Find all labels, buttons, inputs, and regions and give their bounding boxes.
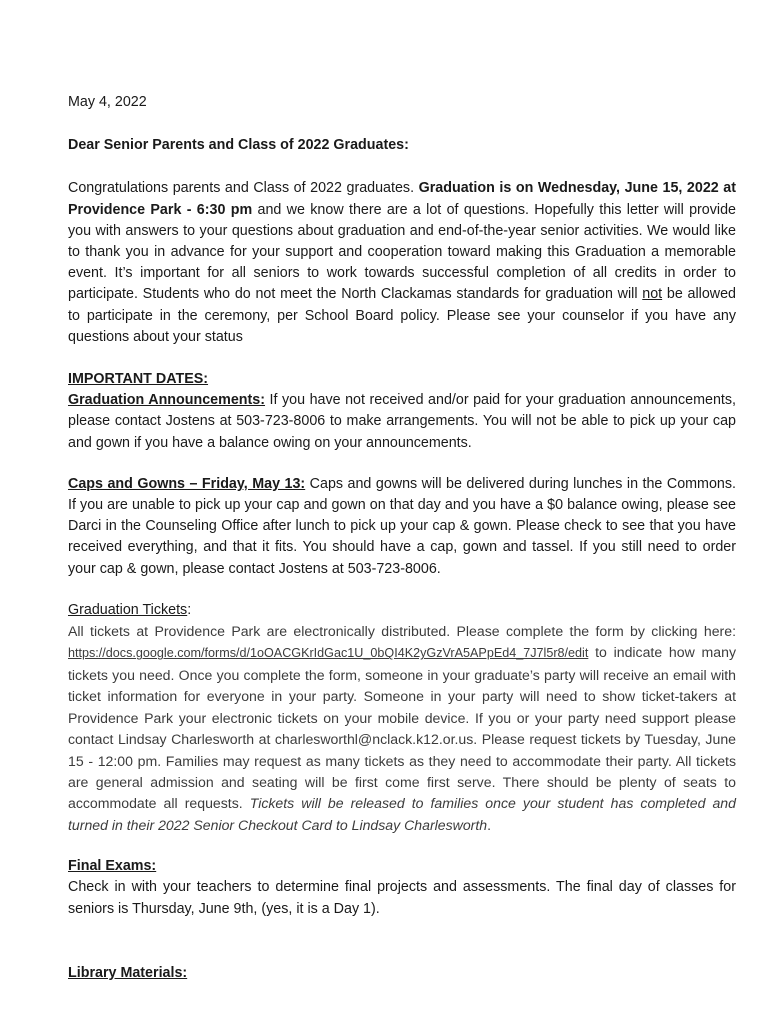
tickets-title: Graduation Tickets xyxy=(68,601,188,618)
caps-gowns-paragraph xyxy=(68,474,736,580)
intro-paragraph xyxy=(68,178,736,348)
letter-date: May 4, 2022 xyxy=(68,94,147,110)
graduation-date-highlight: Graduation is on Wednesday, June 15, 2022 at Providence Park - 6:30 pm xyxy=(68,180,736,218)
not-emphasis: not xyxy=(642,286,663,303)
tickets-form-link[interactable]: https://docs.google.com/forms/d/1oOACGKrIdGac1U_0bQI4K2yGzVrA5APpEd4_7J7l5r8/edit xyxy=(68,646,589,661)
announcements-paragraph xyxy=(68,390,736,454)
tickets-end: . xyxy=(487,816,492,833)
announcements-body: If you have not received and/or paid for your graduation announcements, please contact Jostens at 503-723-8006 to make arrangements. You will not be able to pick up your cap and gown if you have a balance owing on your announcements. xyxy=(68,392,736,451)
tickets-body-2: to indicate how many tickets you need. Once you complete the form, someone in your graduate’s party will receive an email with ticket information for everyone in your party. Someone in your party will need to show ticket-takers at Providence Park your electronic tickets on your mobile device. If you or your party need support please contact Lindsay Charlesworth at charlesworthl@nclack.k12.or.us. Please request tickets by Tuesday, June 15 - 12:00 pm. Families may request as many tickets as they need to accommodate their party. All tickets are general admission and seating will be first come first serve. There should be plenty of seats to accommodate all requests. xyxy=(68,644,736,812)
final-exams-heading: Final Exams: xyxy=(68,858,157,875)
letter-page xyxy=(68,92,736,984)
library-materials-heading: Library Materials: xyxy=(68,964,188,981)
intro-text-2: and we know there are a lot of questions. Hopefully this letter will provide you with answers to your questions about graduation and end-of-the-year senior activities. We would like to thank you in advance for your support and cooperation toward making this Graduation a memorable event. It’s important for all seniors to work towards successful completion of all credits in order to participate. Students who do not meet the North Clackamas standards for graduation will xyxy=(68,201,736,303)
tickets-colon: : xyxy=(187,601,192,618)
tickets-paragraph xyxy=(68,621,736,836)
tickets-heading xyxy=(68,600,736,621)
tickets-release-note: Tickets will be released to families once your student has completed and turned in their 2022 Senior Checkout Card to Lindsay Charlesworth xyxy=(68,795,736,833)
intro-text-1: Congratulations parents and Class of 2022 graduates. xyxy=(68,180,419,197)
final-exams-body: Check in with your teachers to determine final projects and assessments. The final day of classes for seniors is Thursday, June 9th, (yes, it is a Day 1). xyxy=(68,879,736,917)
caps-gowns-body: Caps and gowns will be delivered during lunches in the Commons. If you are unable to pick up your cap and gown on that day and you have a $0 balance owing, please see Darci in the Counseling Office after lunch to pick up your cap & gown. Please check to see that you have received everything, and that it fits. You should have a cap, gown and tassel. If you still need to order your cap & gown, please contact Jostens at 503-723-8006. xyxy=(68,475,736,577)
tickets-body-1: All tickets at Providence Park are electronically distributed. Please complete the form by clicking here: xyxy=(68,623,736,640)
salutation: Dear Senior Parents and Class of 2022 Graduates: xyxy=(68,137,409,154)
important-dates-heading: IMPORTANT DATES: xyxy=(68,371,209,388)
announcements-title: Graduation Announcements: xyxy=(68,392,266,409)
intro-text-3: be allowed to participate in the ceremony, per School Board policy. Please see your counselor if you have any questions about your status xyxy=(68,286,736,345)
caps-gowns-title: Caps and Gowns – Friday, May 13: xyxy=(68,475,306,492)
